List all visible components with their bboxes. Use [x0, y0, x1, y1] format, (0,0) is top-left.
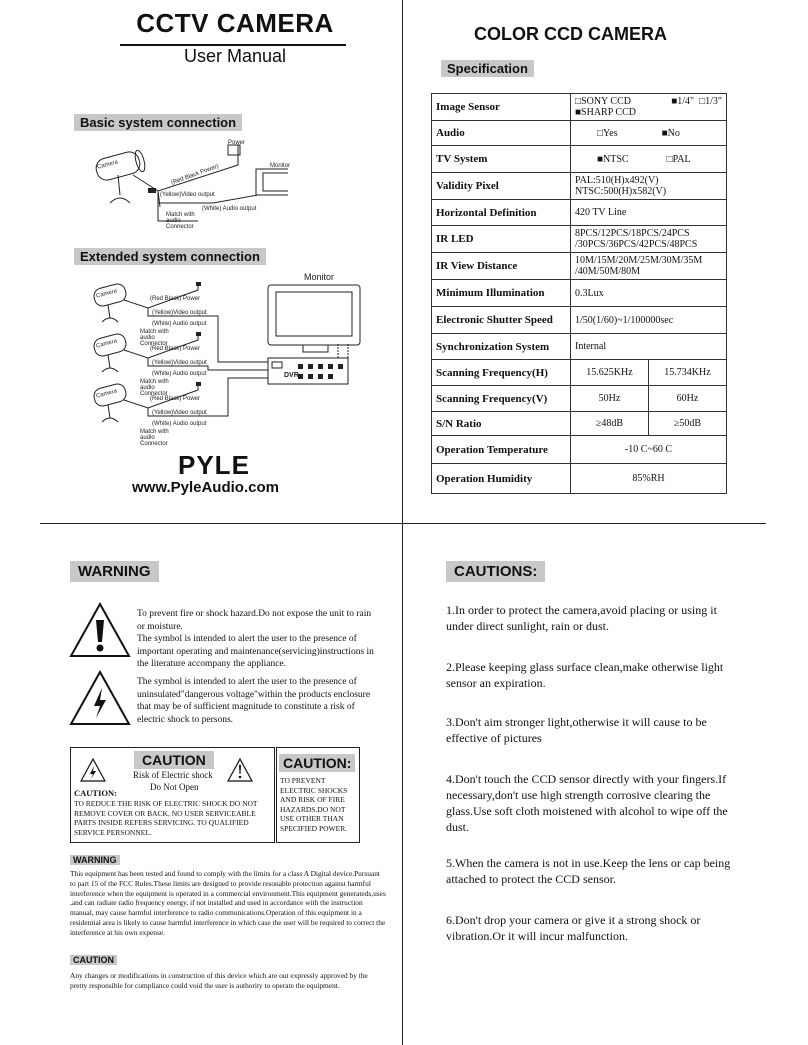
spec-value: [571, 173, 727, 200]
horizontal-divider: [40, 523, 766, 524]
extended-connection-heading: Extended system connection: [74, 248, 266, 265]
caution-box-title: CAUTION: [134, 751, 214, 769]
audio-no: ■No: [661, 127, 680, 139]
spec-row-tv-system: [432, 146, 727, 173]
ext-match-label-3: Match with audio Connector: [140, 429, 169, 447]
spec-row-image-sensor: [432, 94, 727, 121]
do-not-open: Do Not Open: [150, 782, 199, 792]
quarter-inch-option: ■1/4": [671, 96, 695, 107]
risk-electric-shock: Risk of Electric shock: [133, 770, 213, 780]
ext-video-label-2: (Yellow)Video output: [152, 360, 207, 366]
spec-label: Audio: [432, 121, 571, 146]
monitor-label: Monitor: [270, 163, 291, 169]
ext-match-label-1: Match with audio Connector: [140, 329, 169, 347]
website-url: www.PyleAudio.com: [132, 479, 279, 496]
spec-row-ir-led: [432, 226, 727, 253]
ntsc-pixels: NTSC:500(H)x582(V): [575, 186, 667, 197]
spec-row-minimum-illumination: [432, 280, 727, 307]
specification-badge: Specification: [441, 60, 534, 77]
spec-row-audio: [432, 121, 727, 146]
ext-camera-label-3: Camera: [95, 388, 118, 400]
spec-value-pal: ≥48dB: [571, 412, 649, 436]
color-ccd-title: COLOR CCD CAMERA: [474, 24, 667, 44]
caution-item-4: 4.Don't touch the CCD sensor directly with your fingers.If necessary,don't use high strength corrosive clearing the glass.Use soft cloth moistened with alcohol to wipe off the dust.: [446, 772, 728, 834]
ir-distance-line-1: 10M/15M/20M/25M/30M/35M: [575, 255, 703, 266]
spec-value: [571, 146, 727, 173]
spec-row-synchronization: [432, 334, 727, 360]
spec-value: [571, 226, 727, 253]
lightning-small-icon: [80, 758, 106, 782]
spec-label: Scanning Frequency(H): [432, 360, 571, 386]
warning-paragraph-1: To prevent fire or shock hazard.Do not expose the unit to rain or moisture.: [137, 609, 372, 632]
spec-label: Operation Temperature: [432, 436, 571, 464]
fcc-warning-heading: WARNING: [70, 855, 120, 865]
spec-value: 0.3Lux: [571, 280, 727, 307]
spec-label: Image Sensor: [432, 94, 571, 121]
dvr-label: DVR: [284, 372, 299, 379]
tv-pal: □PAL: [666, 153, 691, 165]
cautions-heading: CAUTIONS:: [446, 561, 545, 582]
extended-connection-diagram: [88, 280, 368, 445]
video-output-label: (Yellow)Video output: [160, 192, 215, 198]
spec-label: Validity Pixel: [432, 173, 571, 200]
spec-row-validity-pixel: [432, 173, 727, 200]
lightning-triangle-icon: [69, 670, 131, 726]
exclamation-small-icon: [227, 758, 253, 782]
ext-video-label-1: (Yellow)Video output: [152, 310, 207, 316]
caution-right-title: CAUTION:: [279, 754, 355, 772]
spec-label: Operation Humidity: [432, 464, 571, 494]
fcc-warning-text: This equipment has been tested and found to comply with the limits for a class A Digital device.Pursuant to part 15 of the FCC Rules.These limits are designed to provide resonable protection against harmful interference when the equipment is operated in a commercial environment.This equipment generateds,uses ,and can radiate radio frequency energy, if not installed and used in accordance with the instruction manual, may cause harmful interference to radio communications.Operation of this equipment in a residential area is likely to cause harmful interference in which case the user will be required to correct the interference at his own expense.: [70, 869, 386, 937]
caution-box-text: TO REDUCE THE RISK OF ELECTRIC SHOCK DO NOT REMOVE COVER OR BACK, NO USER SERVICEABLE PARTS INSIDE REFERS SERVICING. TO QUALIFIED SERVICE PERSONNEL.: [74, 799, 258, 837]
spec-row-scanning-h: [432, 360, 727, 386]
caution-item-5: 5.When the camera is not in use.Keep the lens or cap being attached to protect the CCD sensor.: [446, 856, 731, 886]
match-audio-label: Match with audio Connector: [166, 212, 195, 230]
ext-monitor-label: Monitor: [304, 272, 335, 282]
spec-value: -10 C~60 C: [571, 436, 727, 464]
ext-power-label-1: (Red Black) Power: [150, 296, 201, 302]
spec-row-horizontal-definition: [432, 200, 727, 226]
page-title: CCTV CAMERA: [136, 8, 334, 38]
basic-connection-heading: Basic system connection: [74, 114, 242, 131]
caution-item-2: 2.Please keeping glass surface clean,make otherwise light sensor an expiration.: [446, 660, 724, 690]
spec-row-operation-temperature: [432, 436, 727, 464]
warning-paragraph-2: The symbol is intended to alert the user to the presence of important operating and maintenance(servicing)instructions in the literature accompany the appliance.: [137, 634, 374, 669]
spec-value: [571, 94, 727, 121]
ext-camera-label-2: Camera: [95, 338, 118, 350]
spec-value-ntsc: 15.734KHz: [648, 360, 726, 386]
bottom-caution-text: Any changes or modifications in construction of this device which are out expressly approved by the pretty responsible for compliance could void the user is authority to operate the equipment.: [70, 971, 368, 990]
spec-value: [571, 121, 727, 146]
caution-right-text: TO PREVENT ELECTRIC SHOCKS AND RISK OF FIRE HAZARDS.DO NOT USE OTHER THAN SPECIFIED POWER.: [280, 776, 348, 833]
spec-value-ntsc: ≥50dB: [648, 412, 726, 436]
spec-label: Electronic Shutter Speed: [432, 307, 571, 334]
specification-table: [431, 93, 727, 494]
ext-camera-label-1: Camera: [95, 288, 118, 300]
ext-audio-label-2: (White) Audio output: [152, 371, 207, 377]
spec-row-sn-ratio: [432, 412, 727, 436]
bottom-caution-heading: CAUTION: [70, 955, 117, 965]
spec-label: S/N Ratio: [432, 412, 571, 436]
spec-label: TV System: [432, 146, 571, 173]
caution-item-6: 6.Don't drop your camera or give it a strong shock or vibration.Or it will incur malfunction.: [446, 913, 701, 943]
third-inch-option: □1/3": [699, 96, 722, 107]
spec-value: [571, 253, 727, 280]
spec-label: Scanning Frequency(V): [432, 386, 571, 412]
spec-row-shutter-speed: [432, 307, 727, 334]
warning-paragraph-3: The symbol is intended to alert the user to the presence of uninsulated"dangerous voltage"within the products enclosure that may be of sufficient magnitude to constitute a risk of electric shock to persons.: [137, 677, 371, 725]
ext-match-label-2: Match with audio Connector: [140, 379, 169, 397]
spec-value: 85%RH: [571, 464, 727, 494]
caution-item-1: 1.In order to protect the camera,avoid placing or using it under direct sunlight, rain or dust.: [446, 603, 717, 633]
spec-label: Minimum Illumination: [432, 280, 571, 307]
spec-value-pal: 15.625KHz: [571, 360, 649, 386]
spec-row-ir-view-distance: [432, 253, 727, 280]
sharp-ccd-option: ■SHARP CCD: [575, 107, 636, 118]
ext-power-label-2: (Red Black) Power: [150, 346, 201, 352]
caution-label: CAUTION:: [74, 788, 117, 798]
ext-audio-label-3: (White) Audio output: [152, 421, 207, 427]
ir-led-line-2: /30PCS/36PCS/42PCS/48PCS: [575, 239, 698, 250]
ext-video-label-3: (Yellow)Video output: [152, 410, 207, 416]
audio-yes: □Yes: [597, 127, 618, 139]
spec-value: 1/50(1/60)~1/100000sec: [571, 307, 727, 334]
ir-distance-line-2: /40M/50M/80M: [575, 266, 641, 277]
spec-row-scanning-v: [432, 386, 727, 412]
spec-label: Synchronization System: [432, 334, 571, 360]
spec-label: Horizontal Definition: [432, 200, 571, 226]
tv-ntsc: ■NTSC: [597, 153, 629, 165]
spec-label: IR LED: [432, 226, 571, 253]
camera-label: Camera: [96, 159, 119, 171]
caution-item-3: 3.Don't aim stronger light,otherwise it will cause to be effective of pictures: [446, 715, 707, 745]
ext-power-label-3: (Red Black) Power: [150, 396, 201, 402]
page-subtitle: User Manual: [183, 46, 287, 66]
spec-value: Internal: [571, 334, 727, 360]
spec-value-ntsc: 60Hz: [648, 386, 726, 412]
pyle-logo: PYLE: [178, 450, 250, 480]
spec-value-pal: 50Hz: [571, 386, 649, 412]
power-label: Power: [228, 140, 246, 146]
spec-label: IR View Distance: [432, 253, 571, 280]
ext-audio-label-1: (White) Audio output: [152, 321, 207, 327]
spec-row-operation-humidity: [432, 464, 727, 494]
red-black-label: (Red Black Power): [170, 163, 220, 187]
sony-ccd-option: □SONY CCD: [575, 96, 631, 107]
audio-output-label: (White) Audio output: [202, 206, 257, 212]
ir-led-line-1: 8PCS/12PCS/18PCS/24PCS: [575, 228, 690, 239]
spec-value: 420 TV Line: [571, 200, 727, 226]
exclamation-triangle-icon: [69, 602, 131, 658]
pal-pixels: PAL:510(H)x492(V): [575, 175, 659, 186]
warning-heading: WARNING: [70, 561, 159, 582]
